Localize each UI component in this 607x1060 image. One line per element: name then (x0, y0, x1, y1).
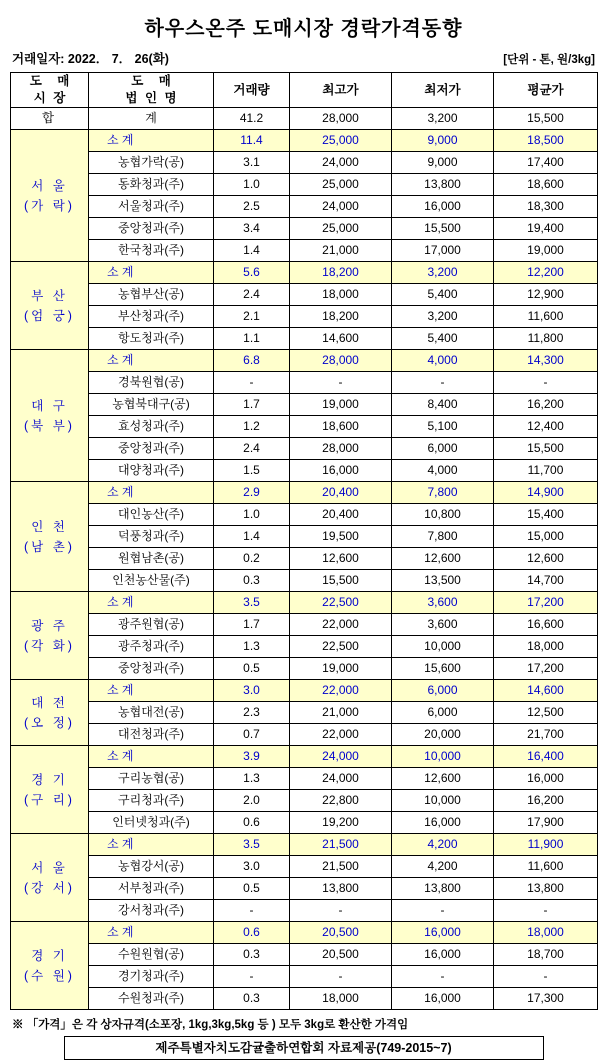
table-row (11, 262, 598, 284)
col-header-quantity: 거래량 (214, 73, 290, 108)
table-row (11, 526, 598, 548)
cell-quantity: 0.6 (214, 812, 290, 834)
cell-avg-price: 13,800 (494, 878, 598, 900)
cell-high-price: 12,600 (290, 548, 392, 570)
cell-low-price: 4,000 (392, 350, 494, 372)
cell-low-price: 13,800 (392, 174, 494, 196)
cell-corporation: 소 계 (89, 350, 214, 372)
cell-avg-price: - (494, 372, 598, 394)
footer-source: 제주특별자치도감귤출하연합회 자료제공(749-2015~7) (64, 1036, 544, 1060)
cell-corporation: 소 계 (89, 592, 214, 614)
cell-quantity: - (214, 372, 290, 394)
table-row (11, 482, 598, 504)
cell-corporation: 인터넷청과(주) (89, 812, 214, 834)
cell-high-price: 22,000 (290, 614, 392, 636)
table-row (11, 812, 598, 834)
cell-avg-price: 11,900 (494, 834, 598, 856)
cell-quantity: 1.4 (214, 526, 290, 548)
table-row (11, 592, 598, 614)
cell-quantity: 0.5 (214, 658, 290, 680)
table-row (11, 834, 598, 856)
cell-avg-price: 21,700 (494, 724, 598, 746)
cell-low-price: 17,000 (392, 240, 494, 262)
cell-quantity: 0.2 (214, 548, 290, 570)
table-row (11, 350, 598, 372)
cell-avg-price: 15,000 (494, 526, 598, 548)
cell-quantity: 1.3 (214, 636, 290, 658)
cell-high-price: 28,000 (290, 108, 392, 130)
cell-market: 부 산 (엄 궁) (11, 262, 89, 350)
cell-corporation: 대양청과(주) (89, 460, 214, 482)
cell-corporation: 원협남촌(공) (89, 548, 214, 570)
cell-low-price: 7,800 (392, 482, 494, 504)
cell-quantity: - (214, 966, 290, 988)
cell-quantity: 6.8 (214, 350, 290, 372)
meta-row (12, 49, 595, 67)
table-header (11, 73, 598, 108)
cell-market: 서 울 (가 락) (11, 130, 89, 262)
cell-avg-price: 12,200 (494, 262, 598, 284)
cell-avg-price: 18,600 (494, 174, 598, 196)
cell-low-price: 5,100 (392, 416, 494, 438)
cell-low-price: 6,000 (392, 438, 494, 460)
cell-quantity: 3.9 (214, 746, 290, 768)
cell-low-price: 12,600 (392, 548, 494, 570)
cell-avg-price: 17,200 (494, 592, 598, 614)
cell-market: 대 구 (북 부) (11, 350, 89, 482)
cell-avg-price: 11,600 (494, 856, 598, 878)
cell-high-price: - (290, 900, 392, 922)
cell-high-price: 21,500 (290, 834, 392, 856)
cell-high-price: 16,000 (290, 460, 392, 482)
table-row (11, 394, 598, 416)
cell-corporation: 계 (89, 108, 214, 130)
cell-quantity: 2.4 (214, 284, 290, 306)
cell-quantity: 11.4 (214, 130, 290, 152)
cell-corporation: 소 계 (89, 482, 214, 504)
cell-corporation: 농협강서(공) (89, 856, 214, 878)
cell-high-price: 21,000 (290, 702, 392, 724)
cell-high-price: 21,500 (290, 856, 392, 878)
table-row (11, 218, 598, 240)
cell-high-price: 22,500 (290, 636, 392, 658)
cell-quantity: 0.7 (214, 724, 290, 746)
cell-corporation: 구리청과(주) (89, 790, 214, 812)
cell-market: 서 울 (강 서) (11, 834, 89, 922)
trade-date-label: 거래일자: 2022． 7． 26(화) (12, 52, 169, 66)
table-row (11, 306, 598, 328)
col-header-low-price: 최저가 (392, 73, 494, 108)
table-row (11, 856, 598, 878)
cell-high-price: 20,500 (290, 944, 392, 966)
cell-corporation: 구리농협(공) (89, 768, 214, 790)
cell-high-price: 18,200 (290, 306, 392, 328)
table-row (11, 790, 598, 812)
cell-corporation: 효성청과(주) (89, 416, 214, 438)
cell-avg-price: 17,900 (494, 812, 598, 834)
cell-low-price: - (392, 372, 494, 394)
cell-quantity: - (214, 900, 290, 922)
table-row (11, 174, 598, 196)
cell-corporation: 한국청과(주) (89, 240, 214, 262)
cell-quantity: 1.7 (214, 614, 290, 636)
cell-high-price: 19,000 (290, 394, 392, 416)
table-body (11, 108, 598, 1010)
cell-quantity: 0.3 (214, 944, 290, 966)
cell-low-price: 8,400 (392, 394, 494, 416)
cell-corporation: 서부청과(주) (89, 878, 214, 900)
cell-avg-price: 18,000 (494, 636, 598, 658)
cell-quantity: 0.6 (214, 922, 290, 944)
cell-avg-price: 18,700 (494, 944, 598, 966)
table-row (11, 702, 598, 724)
cell-low-price: 12,600 (392, 768, 494, 790)
cell-low-price: 15,500 (392, 218, 494, 240)
cell-quantity: 2.0 (214, 790, 290, 812)
cell-corporation: 경기청과(주) (89, 966, 214, 988)
table-row (11, 768, 598, 790)
cell-avg-price: 11,700 (494, 460, 598, 482)
cell-avg-price: 19,400 (494, 218, 598, 240)
cell-avg-price: 12,900 (494, 284, 598, 306)
cell-low-price: 4,200 (392, 834, 494, 856)
cell-corporation: 수원청과(주) (89, 988, 214, 1010)
cell-low-price: 6,000 (392, 680, 494, 702)
cell-high-price: 21,000 (290, 240, 392, 262)
cell-corporation: 소 계 (89, 262, 214, 284)
table-row (11, 438, 598, 460)
cell-high-price: 24,000 (290, 768, 392, 790)
cell-low-price: 13,800 (392, 878, 494, 900)
cell-corporation: 광주청과(주) (89, 636, 214, 658)
cell-corporation: 소 계 (89, 130, 214, 152)
table-row (11, 966, 598, 988)
cell-corporation: 소 계 (89, 680, 214, 702)
cell-low-price: 4,200 (392, 856, 494, 878)
cell-corporation: 덕풍청과(주) (89, 526, 214, 548)
cell-avg-price: 15,400 (494, 504, 598, 526)
cell-quantity: 0.3 (214, 988, 290, 1010)
cell-high-price: 20,400 (290, 504, 392, 526)
cell-avg-price: 17,400 (494, 152, 598, 174)
cell-quantity: 41.2 (214, 108, 290, 130)
cell-low-price: 10,000 (392, 636, 494, 658)
table-row (11, 680, 598, 702)
cell-high-price: 18,000 (290, 284, 392, 306)
cell-high-price: 18,000 (290, 988, 392, 1010)
cell-quantity: 3.1 (214, 152, 290, 174)
cell-corporation: 강서청과(주) (89, 900, 214, 922)
cell-market: 합 (11, 108, 89, 130)
cell-quantity: 3.0 (214, 680, 290, 702)
cell-quantity: 3.5 (214, 834, 290, 856)
cell-quantity: 2.3 (214, 702, 290, 724)
cell-quantity: 2.5 (214, 196, 290, 218)
cell-low-price: 3,200 (392, 108, 494, 130)
cell-market: 광 주 (각 화) (11, 592, 89, 680)
cell-quantity: 3.4 (214, 218, 290, 240)
table-row (11, 240, 598, 262)
cell-high-price: 24,000 (290, 152, 392, 174)
cell-quantity: 0.5 (214, 878, 290, 900)
cell-high-price: - (290, 372, 392, 394)
cell-corporation: 대인농산(주) (89, 504, 214, 526)
cell-corporation: 농협가락(공) (89, 152, 214, 174)
cell-avg-price: 11,600 (494, 306, 598, 328)
col-header-avg-price: 평균가 (494, 73, 598, 108)
cell-high-price: 22,000 (290, 724, 392, 746)
cell-low-price: 3,200 (392, 262, 494, 284)
cell-low-price: 16,000 (392, 922, 494, 944)
cell-high-price: 22,800 (290, 790, 392, 812)
cell-avg-price: 17,300 (494, 988, 598, 1010)
cell-high-price: 19,200 (290, 812, 392, 834)
table-row (11, 152, 598, 174)
cell-low-price: 10,000 (392, 790, 494, 812)
cell-high-price: 22,000 (290, 680, 392, 702)
table-row (11, 284, 598, 306)
cell-avg-price: 14,600 (494, 680, 598, 702)
cell-avg-price: 15,500 (494, 108, 598, 130)
cell-high-price: 28,000 (290, 438, 392, 460)
cell-avg-price: - (494, 900, 598, 922)
cell-avg-price: 12,400 (494, 416, 598, 438)
cell-avg-price: 16,200 (494, 790, 598, 812)
table-row (11, 614, 598, 636)
footnote: ※ 「가격」은 각 상자규격(소포장, 1kg,3kg,5kg 등 ) 모두 3kg로 환산한 가격임 (12, 1019, 409, 1031)
cell-low-price: 5,400 (392, 284, 494, 306)
cell-market: 경 기 (구 리) (11, 746, 89, 834)
cell-quantity: 1.2 (214, 416, 290, 438)
cell-quantity: 1.7 (214, 394, 290, 416)
cell-low-price: 13,500 (392, 570, 494, 592)
cell-corporation: 광주원협(공) (89, 614, 214, 636)
cell-corporation: 동화청과(주) (89, 174, 214, 196)
cell-quantity: 5.6 (214, 262, 290, 284)
cell-quantity: 3.0 (214, 856, 290, 878)
cell-high-price: 28,000 (290, 350, 392, 372)
cell-high-price: 22,500 (290, 592, 392, 614)
cell-high-price: 24,000 (290, 746, 392, 768)
table-row (11, 108, 598, 130)
table-row (11, 328, 598, 350)
cell-avg-price: 14,900 (494, 482, 598, 504)
page-title: 하우스온주 도매시장 경락가격동향 (144, 18, 463, 40)
cell-low-price: 16,000 (392, 944, 494, 966)
table-row (11, 922, 598, 944)
cell-low-price: 16,000 (392, 812, 494, 834)
cell-market: 인 천 (남 촌) (11, 482, 89, 592)
col-header-corporation: 도 매 법 인 명 (89, 73, 214, 108)
cell-avg-price: 16,400 (494, 746, 598, 768)
cell-corporation: 소 계 (89, 922, 214, 944)
cell-low-price: 3,200 (392, 306, 494, 328)
table-row (11, 636, 598, 658)
cell-avg-price: 12,500 (494, 702, 598, 724)
cell-quantity: 0.3 (214, 570, 290, 592)
table-row (11, 900, 598, 922)
table-row (11, 372, 598, 394)
cell-avg-price: 15,500 (494, 438, 598, 460)
cell-low-price: 9,000 (392, 130, 494, 152)
table-row (11, 944, 598, 966)
cell-low-price: - (392, 900, 494, 922)
cell-low-price: - (392, 966, 494, 988)
cell-high-price: 18,600 (290, 416, 392, 438)
cell-low-price: 3,600 (392, 614, 494, 636)
cell-high-price: 19,500 (290, 526, 392, 548)
cell-corporation: 소 계 (89, 834, 214, 856)
table-row (11, 548, 598, 570)
table-row (11, 570, 598, 592)
cell-quantity: 1.0 (214, 504, 290, 526)
cell-high-price: 13,800 (290, 878, 392, 900)
cell-quantity: 2.1 (214, 306, 290, 328)
cell-quantity: 3.5 (214, 592, 290, 614)
cell-high-price: 25,000 (290, 218, 392, 240)
cell-corporation: 농협북대구(공) (89, 394, 214, 416)
cell-avg-price: 14,700 (494, 570, 598, 592)
cell-corporation: 농협대전(공) (89, 702, 214, 724)
cell-avg-price: 16,000 (494, 768, 598, 790)
cell-market: 대 전 (오 정) (11, 680, 89, 746)
cell-low-price: 15,600 (392, 658, 494, 680)
cell-avg-price: 18,500 (494, 130, 598, 152)
cell-low-price: 4,000 (392, 460, 494, 482)
cell-low-price: 16,000 (392, 196, 494, 218)
cell-low-price: 16,000 (392, 988, 494, 1010)
cell-corporation: 수원원협(공) (89, 944, 214, 966)
cell-low-price: 7,800 (392, 526, 494, 548)
cell-avg-price: 18,300 (494, 196, 598, 218)
cell-low-price: 20,000 (392, 724, 494, 746)
table-row (11, 746, 598, 768)
cell-low-price: 5,400 (392, 328, 494, 350)
cell-quantity: 1.1 (214, 328, 290, 350)
cell-avg-price: 19,000 (494, 240, 598, 262)
cell-high-price: 19,000 (290, 658, 392, 680)
cell-quantity: 1.4 (214, 240, 290, 262)
cell-high-price: 14,600 (290, 328, 392, 350)
cell-low-price: 6,000 (392, 702, 494, 724)
cell-corporation: 항도청과(주) (89, 328, 214, 350)
table-row (11, 416, 598, 438)
cell-corporation: 부산청과(주) (89, 306, 214, 328)
cell-corporation: 중앙청과(주) (89, 438, 214, 460)
cell-quantity: 1.5 (214, 460, 290, 482)
cell-low-price: 9,000 (392, 152, 494, 174)
col-header-high-price: 최고가 (290, 73, 392, 108)
cell-corporation: 서울청과(주) (89, 196, 214, 218)
cell-avg-price: - (494, 966, 598, 988)
cell-corporation: 인천농산물(주) (89, 570, 214, 592)
cell-corporation: 대전청과(주) (89, 724, 214, 746)
table-row (11, 130, 598, 152)
cell-avg-price: 16,600 (494, 614, 598, 636)
cell-avg-price: 14,300 (494, 350, 598, 372)
cell-corporation: 소 계 (89, 746, 214, 768)
cell-market: 경 기 (수 원) (11, 922, 89, 1010)
cell-high-price: 20,400 (290, 482, 392, 504)
auction-price-table (10, 72, 598, 1010)
col-header-market: 도 매 시 장 (11, 73, 89, 108)
table-row (11, 196, 598, 218)
cell-low-price: 10,800 (392, 504, 494, 526)
table-row (11, 460, 598, 482)
cell-quantity: 1.0 (214, 174, 290, 196)
cell-avg-price: 16,200 (494, 394, 598, 416)
cell-corporation: 중앙청과(주) (89, 658, 214, 680)
table-row (11, 724, 598, 746)
cell-high-price: 20,500 (290, 922, 392, 944)
cell-avg-price: 12,600 (494, 548, 598, 570)
cell-avg-price: 17,200 (494, 658, 598, 680)
cell-low-price: 10,000 (392, 746, 494, 768)
cell-low-price: 3,600 (392, 592, 494, 614)
cell-high-price: 25,000 (290, 130, 392, 152)
cell-quantity: 2.9 (214, 482, 290, 504)
cell-high-price: 18,200 (290, 262, 392, 284)
cell-avg-price: 18,000 (494, 922, 598, 944)
cell-quantity: 1.3 (214, 768, 290, 790)
cell-high-price: 25,000 (290, 174, 392, 196)
table-row (11, 658, 598, 680)
cell-avg-price: 11,800 (494, 328, 598, 350)
unit-label: [단위 - 톤, 원/3kg] (503, 54, 595, 66)
cell-corporation: 농협부산(공) (89, 284, 214, 306)
cell-corporation: 중앙청과(주) (89, 218, 214, 240)
table-row (11, 504, 598, 526)
table-header-row (11, 73, 598, 108)
cell-high-price: 15,500 (290, 570, 392, 592)
cell-corporation: 경북원협(공) (89, 372, 214, 394)
table-row (11, 988, 598, 1010)
cell-high-price: - (290, 966, 392, 988)
cell-high-price: 24,000 (290, 196, 392, 218)
cell-quantity: 2.4 (214, 438, 290, 460)
table-row (11, 878, 598, 900)
